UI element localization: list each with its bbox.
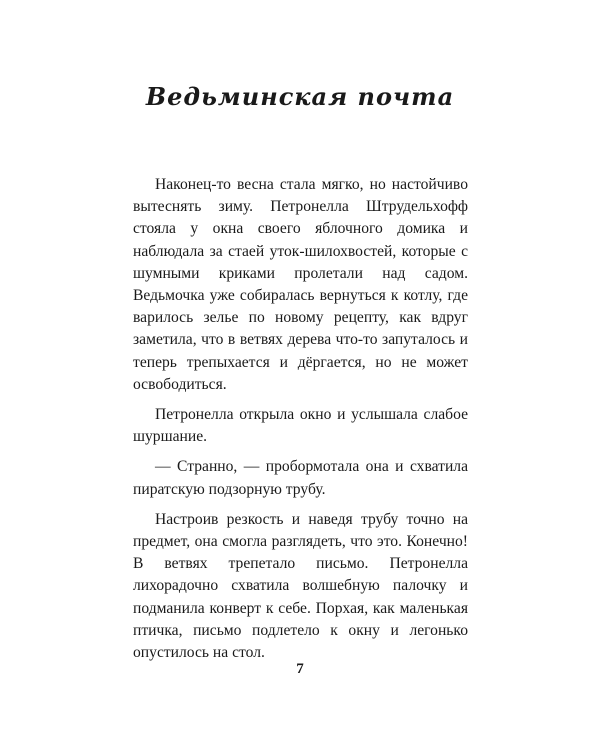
body-text [133,174,468,664]
paragraph: Настроив резкость и наведя трубу точно на предмет, она смогла разглядеть, что это. Конечно! В ветвях трепетало письмо. Петронелла лихорадочно схватила волшебную палочку и подманила конверт к себе. Порхая, как маленькая птичка, письмо подлетело к окну и легонько опустилось на стол. [133,510,468,662]
paragraph: Наконец-то весна стала мягко, но настойчиво вытеснять зиму. Петронелла Штрудельхофф стояла у окна своего яблочного домика и наблюдала за стаей уток-шилохвостей, которые с шумными криками пролетали над садом. Ведьмочка уже собиралась вернуться к котлу, где варилось зелье по новому рецепту, как вдруг заметила, что в ветвях дерева что-то запуталось и теперь трепыхается и дёргается, но не может освободиться. [133,176,468,393]
chapter-title: Ведьминская почта [145,82,455,111]
page-number: 7 [296,661,304,677]
paragraph: Петронелла открыла окно и услышала слабое шуршание. [133,406,468,446]
paragraph: — Странно, — пробормотала она и схватила пиратскую подзорную трубу. [133,458,468,498]
